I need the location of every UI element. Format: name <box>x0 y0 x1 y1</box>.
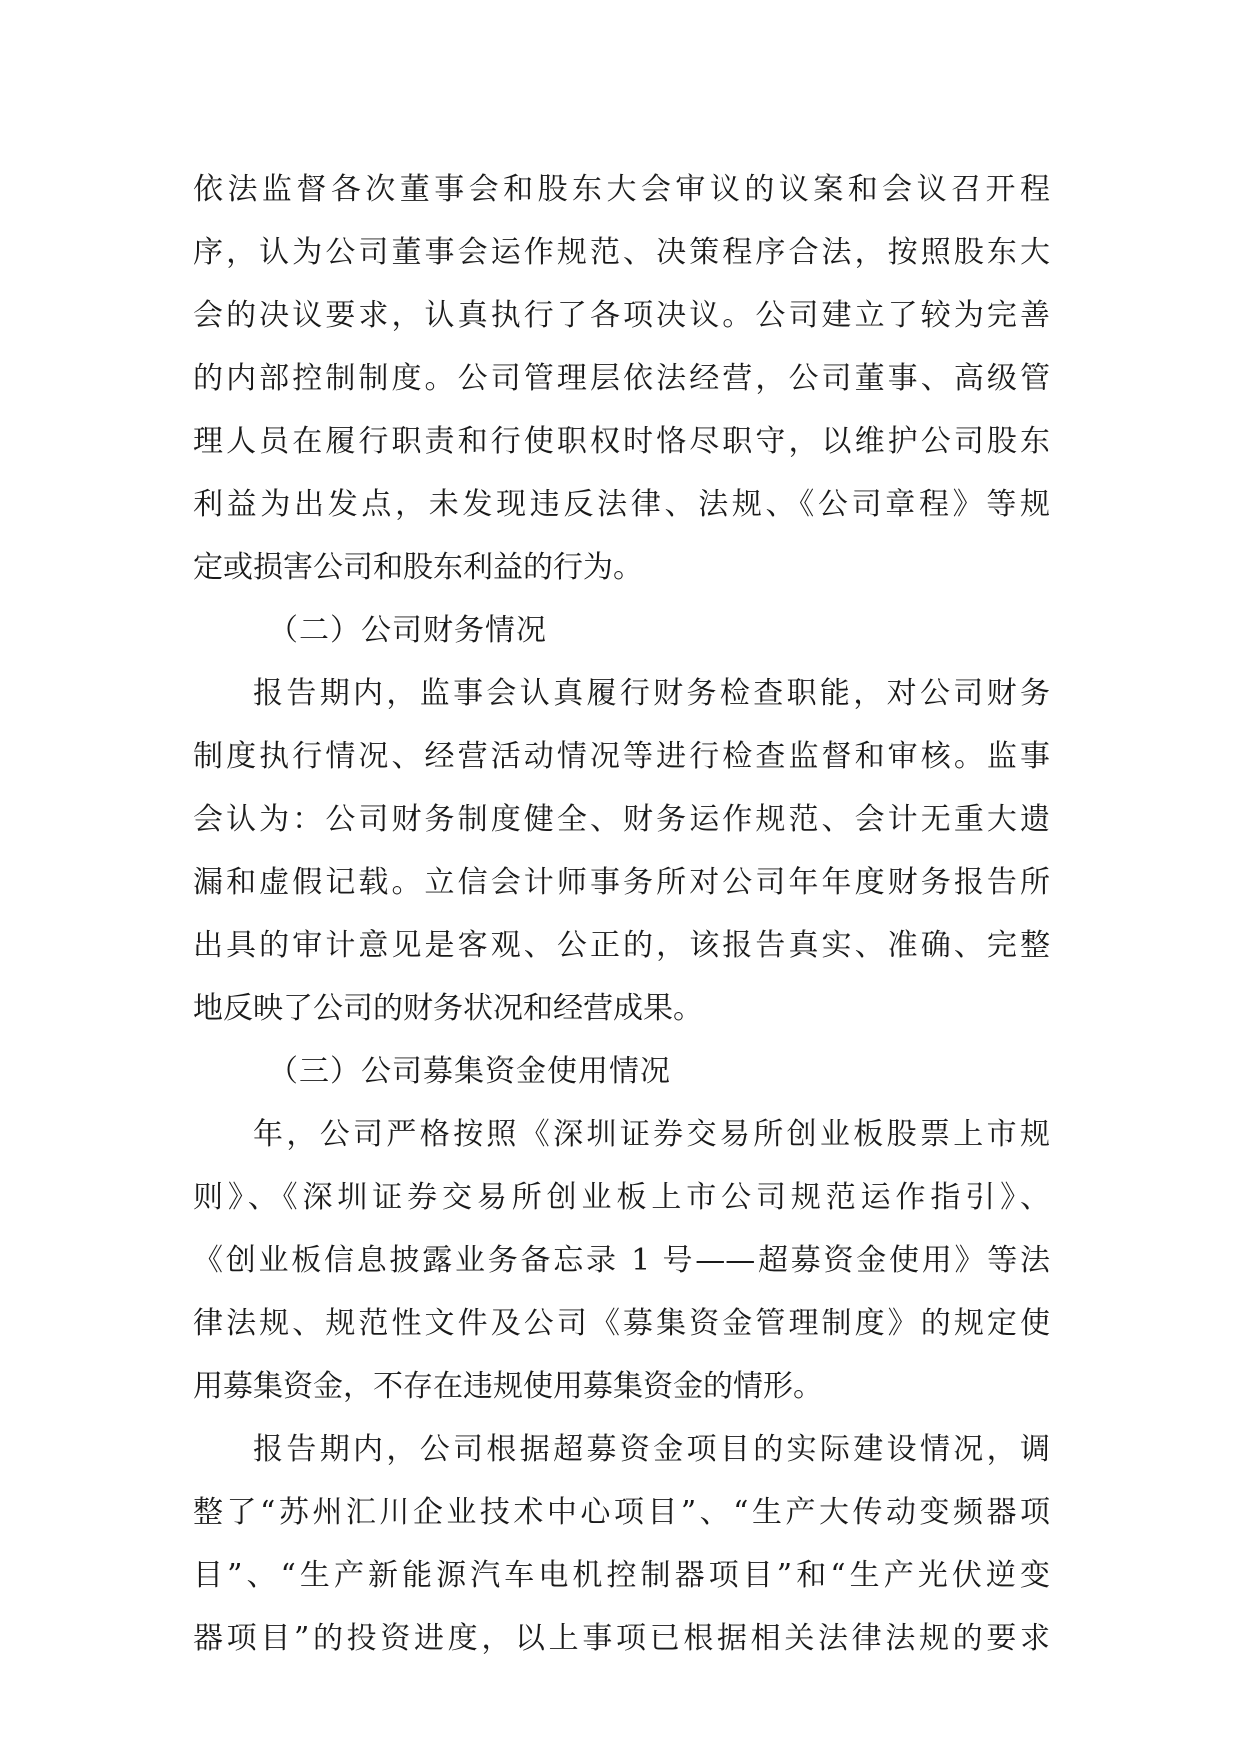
paragraph-project-adjustment <box>193 1418 1050 1670</box>
text-line: 目”、“生产新能源汽车电机控制器项目”和“生产光伏逆变 <box>193 1558 1050 1593</box>
text-line: 用募集资金，不存在违规使用募集资金的情形。 <box>193 1369 823 1404</box>
text-line: 定或损害公司和股东利益的行为。 <box>193 550 643 585</box>
text-line: 出具的审计意见是客观、公正的，该报告真实、准确、完整 <box>193 928 1050 963</box>
text-line: 地反映了公司的财务状况和经营成果。 <box>193 991 703 1026</box>
text-line: 报告期内，公司根据超募资金项目的实际建设情况，调 <box>253 1432 1050 1467</box>
text-line: 的内部控制制度。公司管理层依法经营，公司董事、高级管 <box>193 361 1050 396</box>
document-body <box>193 158 1050 1670</box>
text-line: 利益为出发点，未发现违反法律、法规、《公司章程》等规 <box>193 487 1050 522</box>
text-line: 制度执行情况、经营活动情况等进行检查监督和审核。监事 <box>193 739 1050 774</box>
text-line: 则》、《深圳证券交易所创业板上市公司规范运作指引》、 <box>193 1180 1050 1215</box>
text-line: 律法规、规范性文件及公司《募集资金管理制度》的规定使 <box>193 1306 1050 1341</box>
paragraph-supervision <box>193 158 1050 599</box>
text-line: 会的决议要求，认真执行了各项决议。公司建立了较为完善 <box>193 298 1050 333</box>
text-line: 依法监督各次董事会和股东大会审议的议案和会议召开程 <box>193 172 1050 207</box>
text-line: 序，认为公司董事会运作规范、决策程序合法，按照股东大 <box>193 235 1050 270</box>
text-line: 《创业板信息披露业务备忘录 1 号——超募资金使用》等法 <box>193 1243 1050 1278</box>
paragraph-finance <box>193 662 1050 1040</box>
text-line: 报告期内，监事会认真履行财务检查职能，对公司财务 <box>253 676 1050 711</box>
text-line: 整了“苏州汇川企业技术中心项目”、“生产大传动变频器项 <box>193 1495 1050 1530</box>
text-line: 年，公司严格按照《深圳证券交易所创业板股票上市规 <box>253 1117 1050 1152</box>
text-line: 理人员在履行职责和行使职权时恪尽职守，以维护公司股东 <box>193 424 1050 459</box>
section-heading-raised-funds: （三）公司募集资金使用情况 <box>268 1054 671 1089</box>
text-line: 会认为：公司财务制度健全、财务运作规范、会计无重大遗 <box>193 802 1050 837</box>
text-line: 漏和虚假记载。立信会计师事务所对公司年年度财务报告所 <box>193 865 1050 900</box>
text-line: 器项目”的投资进度，以上事项已根据相关法律法规的要求 <box>193 1621 1050 1656</box>
paragraph-raised-funds <box>193 1103 1050 1418</box>
section-heading-finance: （二）公司财务情况 <box>268 613 547 648</box>
